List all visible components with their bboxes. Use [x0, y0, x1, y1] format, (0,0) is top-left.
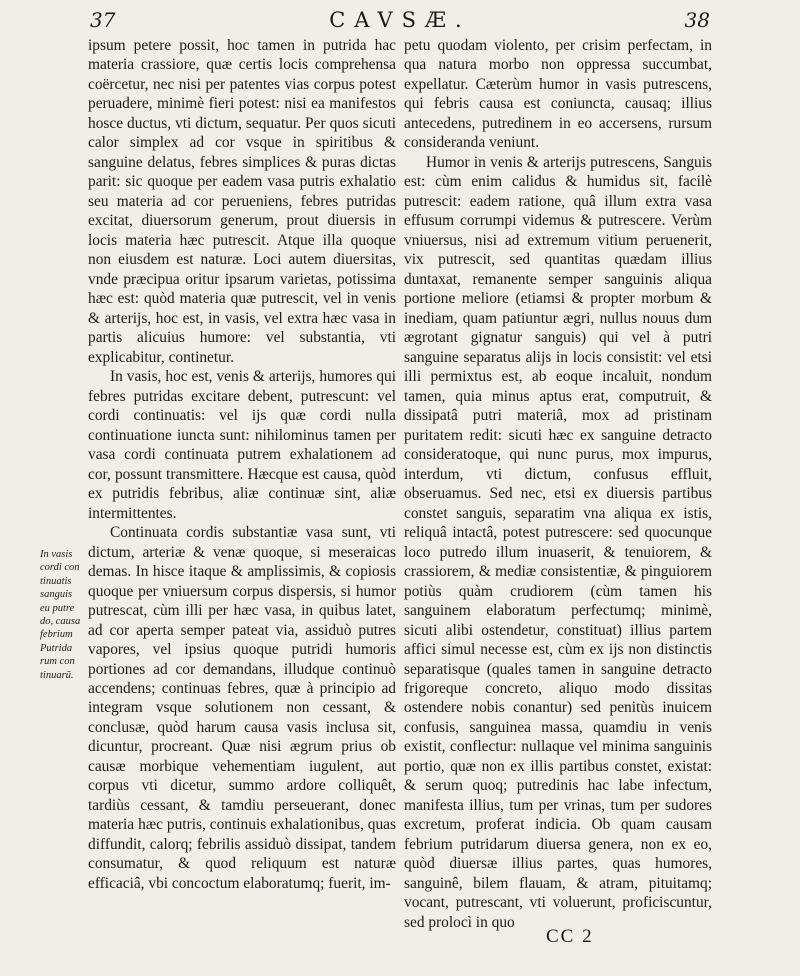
marginal-line: In vasis [40, 549, 73, 560]
page-number-left: 37 [90, 8, 116, 32]
marginal-line: sanguis [40, 589, 73, 601]
right-column [404, 36, 712, 932]
marginal-line: tinuatis [40, 575, 72, 587]
marginal-line: rum con [40, 656, 75, 668]
paragraph: ipsum petere possit, hoc tamen in putrida hac materia crassiore, quæ certis locis comprehensa coërcetur, nec nisi per patentes vias corpus potest peruadere, minimè fieri potest: nisi ea manifestos hosce ductus, vti dictum, sequatur. Per quos sicuti calor simplex ad cor vsque in spiritibus & sanguine delatus, febres simplices & puras dictas parit: sic quoque per eadem vasa putris exhalatio seu materia ad cor perueniens, febres putridas excitat, diuersorum generum, prout diuersis in locis materia hæc putrescit. Atque illa quoque non eiusdem est naturæ. Loci autem diuersitas, vnde præcipua oritur ipsarum varietas, potissima hæc est: quòd materia quæ putrescit, vel in venis & arterijs, hoc est, in vasis, vel extra hæc vasa in partis alicuius humore: vel substantia, vti explicabitur, continetur. [88, 37, 396, 366]
marginal-note [40, 548, 88, 682]
marginal-line: do, causa [40, 616, 81, 628]
marginal-line: eu putre [40, 602, 75, 614]
left-column [88, 36, 396, 893]
paragraph: In vasis, hoc est, venis & arterijs, humores qui febres putridas excitare debent, putrescunt: vel cordi continuatis: vel ijs quæ cordi nulla continuatione iuncta sunt: nihilominus tamen per vasa cordi continuata putrem exhalationem ad cor, possunt transmittere. Hæcque est causa, quòd ex putridis febribus, aliæ continuæ sint, aliæ intermittentes. [88, 368, 396, 522]
marginal-line: tinuarũ. [40, 669, 74, 681]
marginal-line: Putrida [40, 642, 73, 654]
paragraph: Continuata cordis substantiæ vasa sunt, vti dictum, arteriæ & venæ quoque, si meseraicas demas. In hisce itaque & amplissimis, & copiosis quoque per vniuersum corpus dispersis, si humor putrescat, cùm illi per hæc vasa, in quibus latet, ad cor aperta semper pateat via, assiduò putres vapores, vel ipsius quoque putridi humoris portiones ad cor demandans, illudque continuò accendens; continuas febres, quæ à principio ad integram vsque solutionem non cessant, & conclusæ, quòd harum causa vasis inclusa sit, dicuntur, procreant. Quæ nisi ægrum prius ob causæ morbique vehementiam iugulent, aut corpus vti dicetur, summo ardore colliquêt, tardiùs cessant, & tamdiu perseuerant, donec materia hæc putris, continuis exhalationibus, quas diffundit, calorq; febrilis assiduò dissipat, tandem consumatur, & quod reliquum est naturæ efficaciâ, vbi concoctum elaboratumq; fuerit, im- [88, 524, 396, 892]
page-header [0, 8, 800, 36]
page-number-right: 38 [684, 8, 710, 32]
paragraph: Humor in venis & arterijs putrescens, Sanguis est: cùm enim calidus & humidus sit, facilè putrescit: eadem ratione, quâ illum extra vasa effusum corrumpi videmus & putrescere. Verùm vniuersus, nisi ad extremum vitium peruenerit, vix putrescit, sed quantitas quædam illius duntaxat, remanente semper sanguinis aliqua portione meliore (etiamsi & propter morbum & inediam, quam patiuntur ægri, nullus nouus dum ægrotant gignatur sanguis) qui vel à putri sanguine separatus alijs in locis consistit: vel etsi illi permixtus est, ab eoque incaluit, nondum tamen, quia minus aptus erat, computruit, & dissipatâ putri materiâ, mox ad pristinam puritatem redit: sicuti hæc ex sanguine detracto consideratoque, qui nunc purus, mox impurus, interdum, vti dictum, confusus effluit, obseruamus. Sed nec, etsi ex diuersis partibus constet sanguis, separatim vna aliqua ex istis, reliquâ intactâ, potest putrescere: sed quocunque loco putredo illum inuaserit, & tenuiorem, & crassiorem, & mediæ consistentiæ, & pinguiorem potiùs quàm crudiorem (cùm tamen his sanguinem elaboratum perfectumq; minimè, sicuti alibi ostendetur, constituat) illius partem affici simul necesse est, cùm ex ijs non distinctis separatisque (quales tamen in sanguine detracto frigoreque concreto, aliquo modo dissitas ostendere nobis conantur) sed penitùs inuicem confusis, sanguinea massa, quamdiu in venis existit, conflectur: nullaque vel minima sanguinis portio, quæ non ex illis partibus constet, existat: & serum quoq; putredinis hac labe infectum, manifesta illius, tum per vrinas, tum per sudores excretum, proferat indicia. Ob quam causam febrium putridarum diuersa genera, non ex eo, quòd diuersæ illius partes, quas humores, sanguinê, bilem flauam, & atram, pituitamq; vocant, putrescant, vti voluerunt, proficiscuntur, sed prolocì in quo [404, 153, 712, 931]
signature-mark: CC 2 [546, 926, 594, 947]
paragraph: petu quodam violento, per crisim perfectam, in qua natura morbo non oppressa succumbat, expellatur. Cæterùm humor in vasis putrescens, qui febris causa est coniuncta, causaq; illius antecedens, putredinem in eo accersens, rursum consideranda veniunt. [404, 37, 712, 152]
marginal-line: febrium [40, 629, 73, 641]
running-title: CAVSÆ. [329, 8, 471, 32]
marginal-line: cordi con [40, 562, 80, 574]
